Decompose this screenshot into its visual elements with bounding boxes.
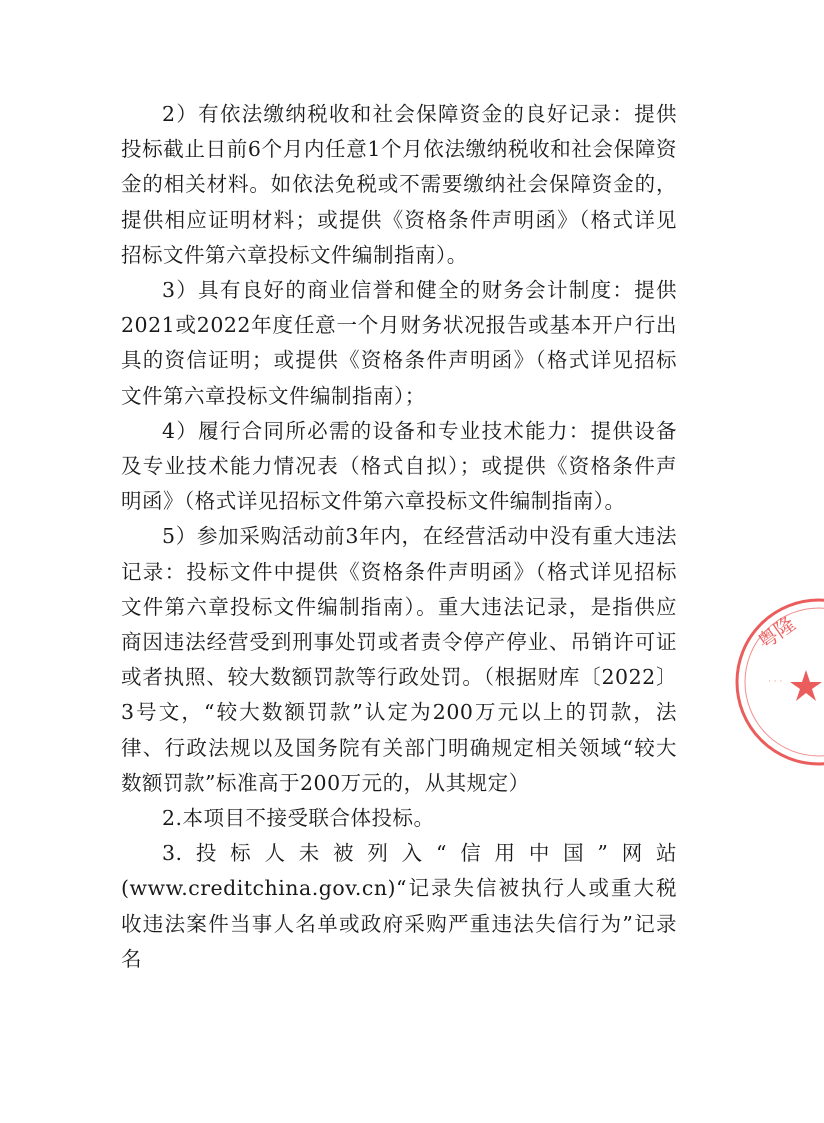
document-body: [121, 97, 677, 977]
paragraph-equipment-capability: 4）履行合同所必需的设备和专业技术能力：提供设备及专业技术能力情况表（格式自拟）；或提供《资格条件声明函》（格式详见招标文件第六章投标文件编制指南）。: [121, 418, 677, 514]
paragraph-no-consortium: 2.本项目不接受联合体投标。: [162, 806, 435, 831]
svg-text:粤隆: 粤隆: [753, 611, 800, 655]
red-seal-stamp: [724, 592, 824, 772]
paragraph-no-violation-record: 5）参加采购活动前3年内，在经营活动中没有重大违法记录：投标文件中提供《资格条件声明函》（格式详见招标文件第六章投标文件编制指南）。重大违法记录，是指供应商因违法经营受到刑事处罚或者责令停产停业、吊销许可证或者执照、较大数额罚款等行政处罚。（根据财库〔2022〕3号文，“较大数额罚款”认定为200万元以上的罚款，法律、行政法规以及国务院有关部门明确规定相关领域“较大数额罚款”标准高于200万元的，从其规定）: [121, 524, 677, 795]
paragraph-financial-system: 3）具有良好的商业信誉和健全的财务会计制度：提供2021或2022年度任意一个月财务状况报告或基本开户行出具的资信证明；或提供《资格条件声明函》（格式详见招标文件第六章投标文件编制指南）；: [121, 278, 677, 408]
svg-text:· · ·: · · ·: [768, 677, 783, 687]
paragraph-tax-social-security: 2）有依法缴纳税收和社会保障资金的良好记录：提供投标截止日前6个月内任意1个月依法缴纳税收和社会保障资金的相关材料。如依法免税或不需要缴纳社会保障资金的，提供相应证明材料；或提供《资格条件声明函》（格式详见招标文件第六章投标文件编制指南）。: [121, 102, 677, 267]
paragraph-credit-china: 3.投标人未被列入“信用中国”网站(www.creditchina.gov.cn)“记录失信被执行人或重大税收违法案件当事人名单或政府采购严重违法失信行为”记录名: [121, 841, 677, 971]
